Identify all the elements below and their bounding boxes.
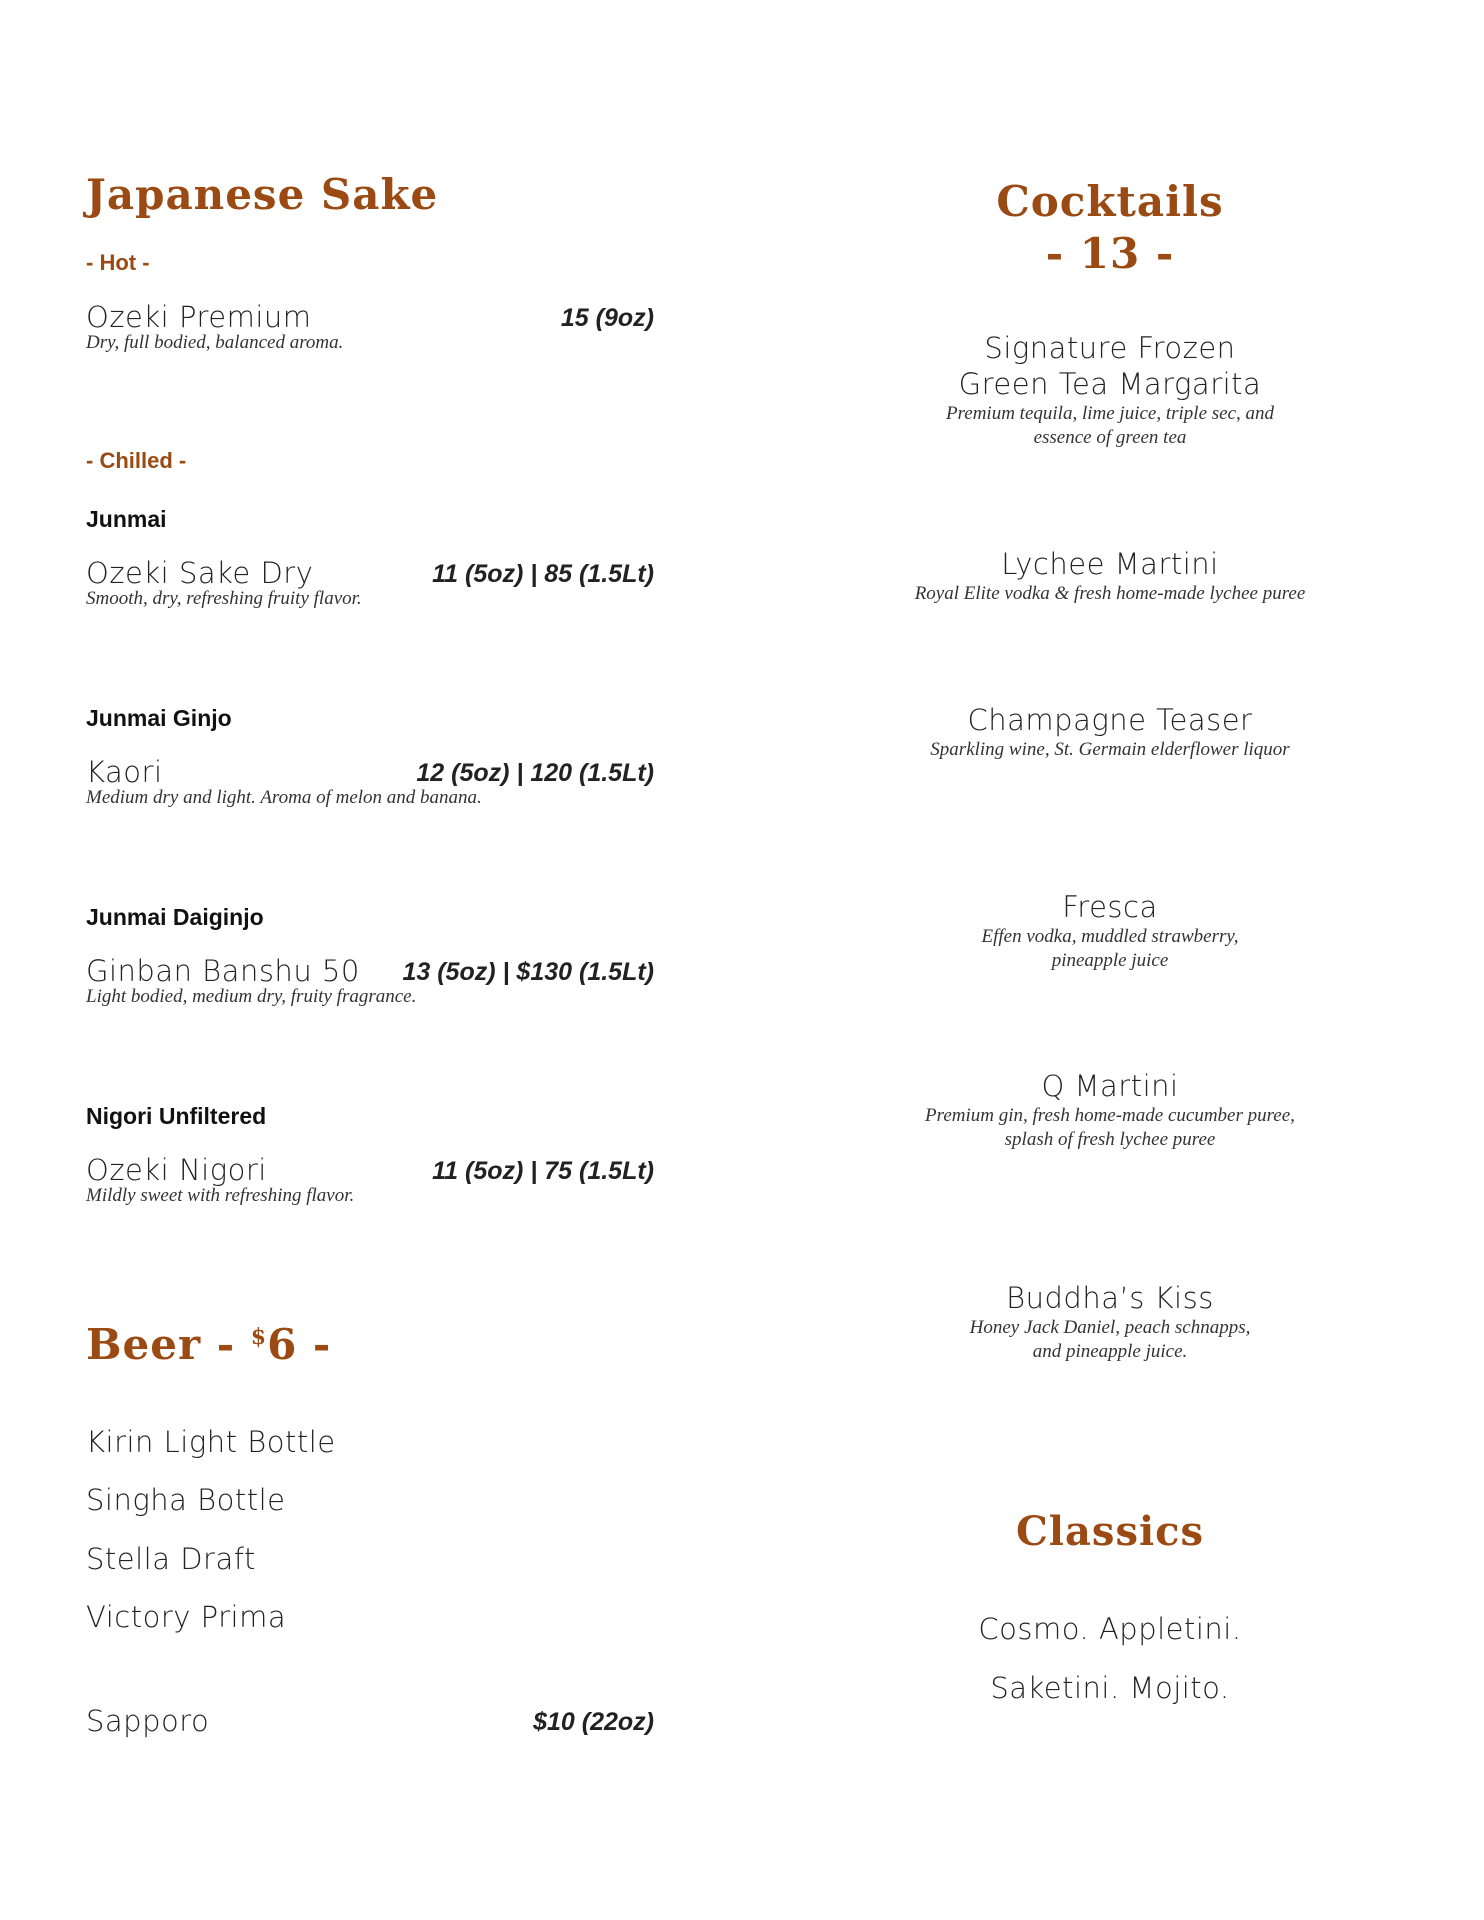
item-price: 15 (9oz) [560, 304, 654, 332]
menu-item-ozeki-premium [86, 300, 654, 354]
item-price: 11 (5oz) | 85 (1.5Lt) [432, 560, 654, 588]
beer-item: Victory Prima [86, 1600, 287, 1634]
group-label-junmai-ginjo: Junmai Ginjo [86, 705, 232, 731]
hot-label: - Hot - [86, 250, 150, 275]
item-name: Ozeki Sake Dry [86, 556, 314, 590]
item-price: $10 (22oz) [533, 1708, 654, 1736]
item-name: Green Tea Margarita [958, 367, 1262, 401]
cocktail-item [880, 1068, 1340, 1152]
beer-item: Kirin Light Bottle [86, 1425, 336, 1459]
group-label-junmai-daiginjo: Junmai Daiginjo [86, 904, 264, 930]
item-description: Light bodied, medium dry, fruity fragrance. [86, 986, 417, 1007]
item-name: Lychee Martini [1001, 547, 1219, 581]
sake-section-title: Japanese Sake [86, 170, 439, 219]
beer-section-title [86, 1320, 331, 1369]
cocktail-item [880, 889, 1340, 973]
cocktail-item [880, 1280, 1340, 1364]
beer-title-currency: $ [250, 1324, 268, 1350]
item-description: Dry, full bodied, balanced aroma. [86, 332, 344, 353]
menu-item-kaori [86, 755, 654, 809]
cocktails-section-title [880, 176, 1340, 280]
item-name: Ozeki Premium [86, 300, 312, 334]
menu-item-ozeki-sake-dry [86, 556, 654, 610]
item-name: Ginban Banshu 50 [86, 954, 360, 988]
group-label-nigori-unfiltered: Nigori Unfiltered [86, 1103, 267, 1129]
beer-title-prefix: Beer - [86, 1320, 251, 1369]
item-name: Buddha’s Kiss [1006, 1281, 1214, 1315]
item-price: 13 (5oz) | $130 (1.5Lt) [402, 958, 654, 986]
item-description: Premium tequila, lime juice, triple sec, and [945, 403, 1275, 424]
menu-item-ginban-banshu-50 [86, 954, 654, 1008]
item-name: Q Martini [1041, 1069, 1179, 1103]
item-description: splash of fresh lychee puree [1004, 1129, 1216, 1150]
item-description: Smooth, dry, refreshing fruity flavor. [86, 588, 362, 609]
item-name: Sapporo [86, 1704, 210, 1738]
item-description: essence of green tea [1033, 427, 1187, 448]
item-description: Premium gin, fresh home-made cucumber puree, [925, 1105, 1295, 1126]
group-label-junmai: Junmai [86, 506, 167, 532]
menu-item-sapporo [86, 1704, 654, 1738]
cocktail-item [880, 702, 1340, 762]
item-name: Ozeki Nigori [86, 1153, 267, 1187]
cocktails-title: Cocktails [996, 177, 1224, 226]
cocktails-price: - 13 - [1045, 229, 1175, 278]
menu-item-ozeki-nigori [86, 1153, 654, 1207]
classics-section-title: Classics [1015, 1508, 1205, 1555]
chilled-label: - Chilled - [86, 448, 187, 473]
item-description: pineapple juice [1051, 950, 1169, 971]
item-description: Honey Jack Daniel, peach schnapps, [969, 1317, 1251, 1338]
classics-line: Cosmo. Appletini. [978, 1612, 1242, 1646]
item-price: 12 (5oz) | 120 (1.5Lt) [416, 759, 654, 787]
classics-line: Saketini. Mojito. [990, 1671, 1230, 1705]
item-description: Medium dry and light. Aroma of melon and banana. [86, 787, 482, 808]
cocktail-item [880, 330, 1340, 450]
item-name: Fresca [1062, 890, 1158, 924]
item-name: Kaori [86, 755, 163, 789]
beer-item: Stella Draft [86, 1542, 256, 1576]
item-description: Royal Elite vodka & fresh home-made lychee puree [914, 583, 1306, 604]
item-name: Signature Frozen [984, 331, 1236, 365]
item-description: Effen vodka, muddled strawberry, [981, 926, 1239, 947]
item-price: 11 (5oz) | 75 (1.5Lt) [432, 1157, 654, 1185]
beer-item: Singha Bottle [86, 1483, 286, 1517]
item-description: and pineapple juice. [1032, 1341, 1188, 1362]
beer-title-price: 6 - [267, 1320, 332, 1369]
item-name: Champagne Teaser [967, 703, 1253, 737]
item-description: Mildly sweet with refreshing flavor. [86, 1185, 355, 1206]
cocktail-item [880, 546, 1340, 606]
item-description: Sparkling wine, St. Germain elderflower liquor [930, 739, 1290, 760]
